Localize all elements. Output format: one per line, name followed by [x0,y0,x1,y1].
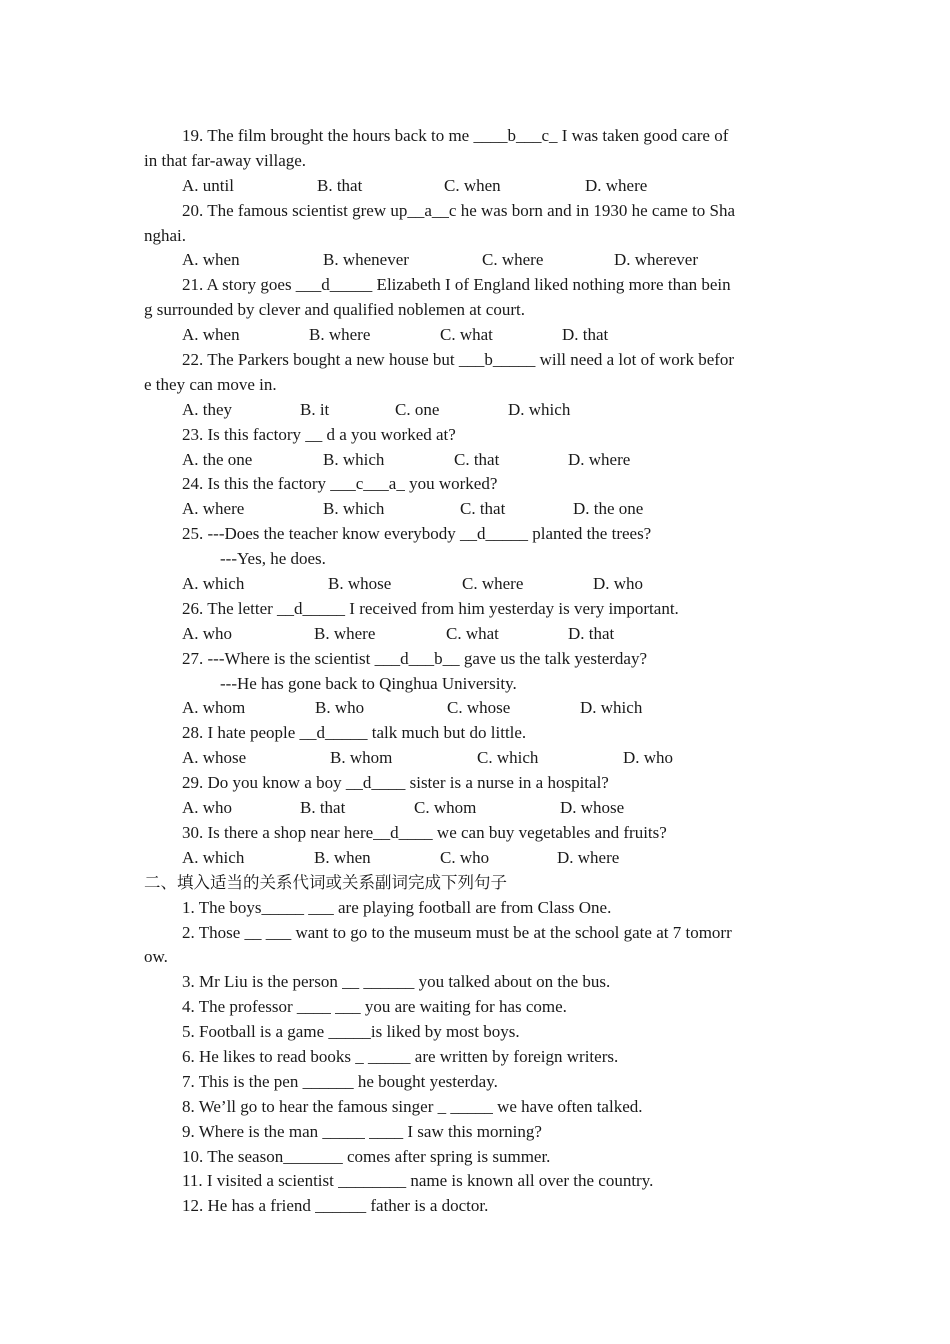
option-d: D. wherever [614,250,699,270]
question-27-answer-line: ---He has gone back to Qinghua University. [220,673,517,693]
option-a: A. they [182,399,233,419]
section-2-heading: 二、填入适当的关系代词或关系副词完成下列句子 [144,872,507,892]
question-21-stem-cont: g surrounded by clever and qualified noblemen at court. [144,300,525,320]
option-c: C. which [477,748,539,768]
fill-item-8: 8. We’ll go to hear the famous singer _ _____ we have often talked. [182,1096,643,1116]
option-b: B. which [323,499,385,519]
option-c: C. whom [414,798,477,818]
option-b: B. that [300,798,346,818]
question-20-stem-cont: nghai. [144,225,187,245]
fill-item-4: 4. The professor ____ ___ you are waiting for has come. [182,997,567,1017]
option-a: A. which [182,847,245,867]
option-c: C. whose [447,698,511,718]
question-22-options [144,398,808,423]
question-25-options [144,572,808,597]
fill-item-7: 7. This is the pen ______ he bought yesterday. [182,1071,498,1091]
question-19-stem-cont: in that far-away village. [144,150,307,170]
option-b: B. where [309,325,371,345]
option-a: A. who [182,798,233,818]
option-a: A. which [182,574,245,594]
fill-item-5: 5. Football is a game _____is liked by most boys. [182,1022,520,1042]
question-26-stem: 26. The letter __d_____ I received from him yesterday is very important. [182,598,679,618]
question-29-options [144,796,808,821]
fill-item-11: 11. I visited a scientist ________ name is known all over the country. [182,1171,654,1191]
question-30-options [144,846,808,871]
option-d: D. which [580,698,643,718]
worksheet-content [144,124,808,1219]
question-29-stem: 29. Do you know a boy __d____ sister is a nurse in a hospital? [182,773,609,793]
option-c: C. when [444,175,501,195]
option-d: D. whose [560,798,625,818]
question-28-options [144,746,808,771]
option-a: A. the one [182,449,253,469]
question-22-stem-cont: e they can move in. [144,374,277,394]
fill-item-2-cont: ow. [144,947,168,967]
option-d: D. that [568,623,615,643]
option-d: D. where [568,449,631,469]
question-26-options [144,622,808,647]
option-a: A. who [182,623,233,643]
question-22-stem: 22. The Parkers bought a new house but ___b_____ will need a lot of work befor [182,350,735,370]
question-21-options [144,323,808,348]
option-b: B. where [314,623,376,643]
option-c: C. where [482,250,544,270]
option-b: B. that [317,175,363,195]
option-b: B. whenever [323,250,409,270]
fill-item-10: 10. The season_______ comes after spring is summer. [182,1146,551,1166]
option-a: A. when [182,325,240,345]
option-a: A. whose [182,748,247,768]
fill-item-1: 1. The boys_____ ___ are playing football are from Class One. [182,897,612,917]
question-23-options [144,448,808,473]
option-d: D. where [585,175,648,195]
question-28-stem: 28. I hate people __d_____ talk much but do little. [182,723,527,743]
option-b: B. whom [330,748,393,768]
question-23-stem: 23. Is this factory __ d a you worked at? [182,424,456,444]
option-b: B. whose [328,574,392,594]
option-a: A. whom [182,698,246,718]
fill-item-6: 6. He likes to read books _ _____ are written by foreign writers. [182,1046,619,1066]
option-b: B. when [314,847,371,867]
fill-item-3: 3. Mr Liu is the person __ ______ you talked about on the bus. [182,972,611,992]
option-c: C. who [440,847,490,867]
question-20-options [144,248,808,273]
option-c: C. what [446,623,499,643]
question-30-stem: 30. Is there a shop near here__d____ we can buy vegetables and fruits? [182,822,667,842]
question-25-stem: 25. ---Does the teacher know everybody __d_____ planted the trees? [182,524,652,544]
option-d: D. the one [573,499,644,519]
option-a: A. until [182,175,234,195]
fill-item-9: 9. Where is the man _____ ____ I saw this morning? [182,1121,542,1141]
option-d: D. which [508,399,571,419]
fill-item-12: 12. He has a friend ______ father is a doctor. [182,1196,489,1216]
question-19-options [144,174,808,199]
question-21-stem: 21. A story goes ___d_____ Elizabeth I of England liked nothing more than bein [182,275,731,295]
question-19-stem: 19. The film brought the hours back to me ____b___c_ I was taken good care of [182,126,729,145]
option-c: C. that [460,499,506,519]
option-b: B. which [323,449,385,469]
question-24-options [144,497,808,522]
option-d: D. who [623,748,674,768]
option-b: B. it [300,399,330,419]
question-27-options [144,696,808,721]
option-c: C. where [462,574,524,594]
question-27-stem: 27. ---Where is the scientist ___d___b__ gave us the talk yesterday? [182,648,648,668]
option-c: C. that [454,449,500,469]
question-24-stem: 24. Is this the factory ___c___a_ you worked? [182,474,498,494]
option-c: C. one [395,399,440,419]
option-a: A. where [182,499,245,519]
option-b: B. who [315,698,365,718]
option-d: D. who [593,574,644,594]
option-d: D. that [562,325,609,345]
option-d: D. where [557,847,620,867]
question-20-stem: 20. The famous scientist grew up__a__c he was born and in 1930 he came to Sha [182,200,735,220]
question-25-answer-line: ---Yes, he does. [220,549,326,569]
option-c: C. what [440,325,493,345]
option-a: A. when [182,250,240,270]
fill-item-2: 2. Those __ ___ want to go to the museum must be at the school gate at 7 tomorr [182,922,732,942]
